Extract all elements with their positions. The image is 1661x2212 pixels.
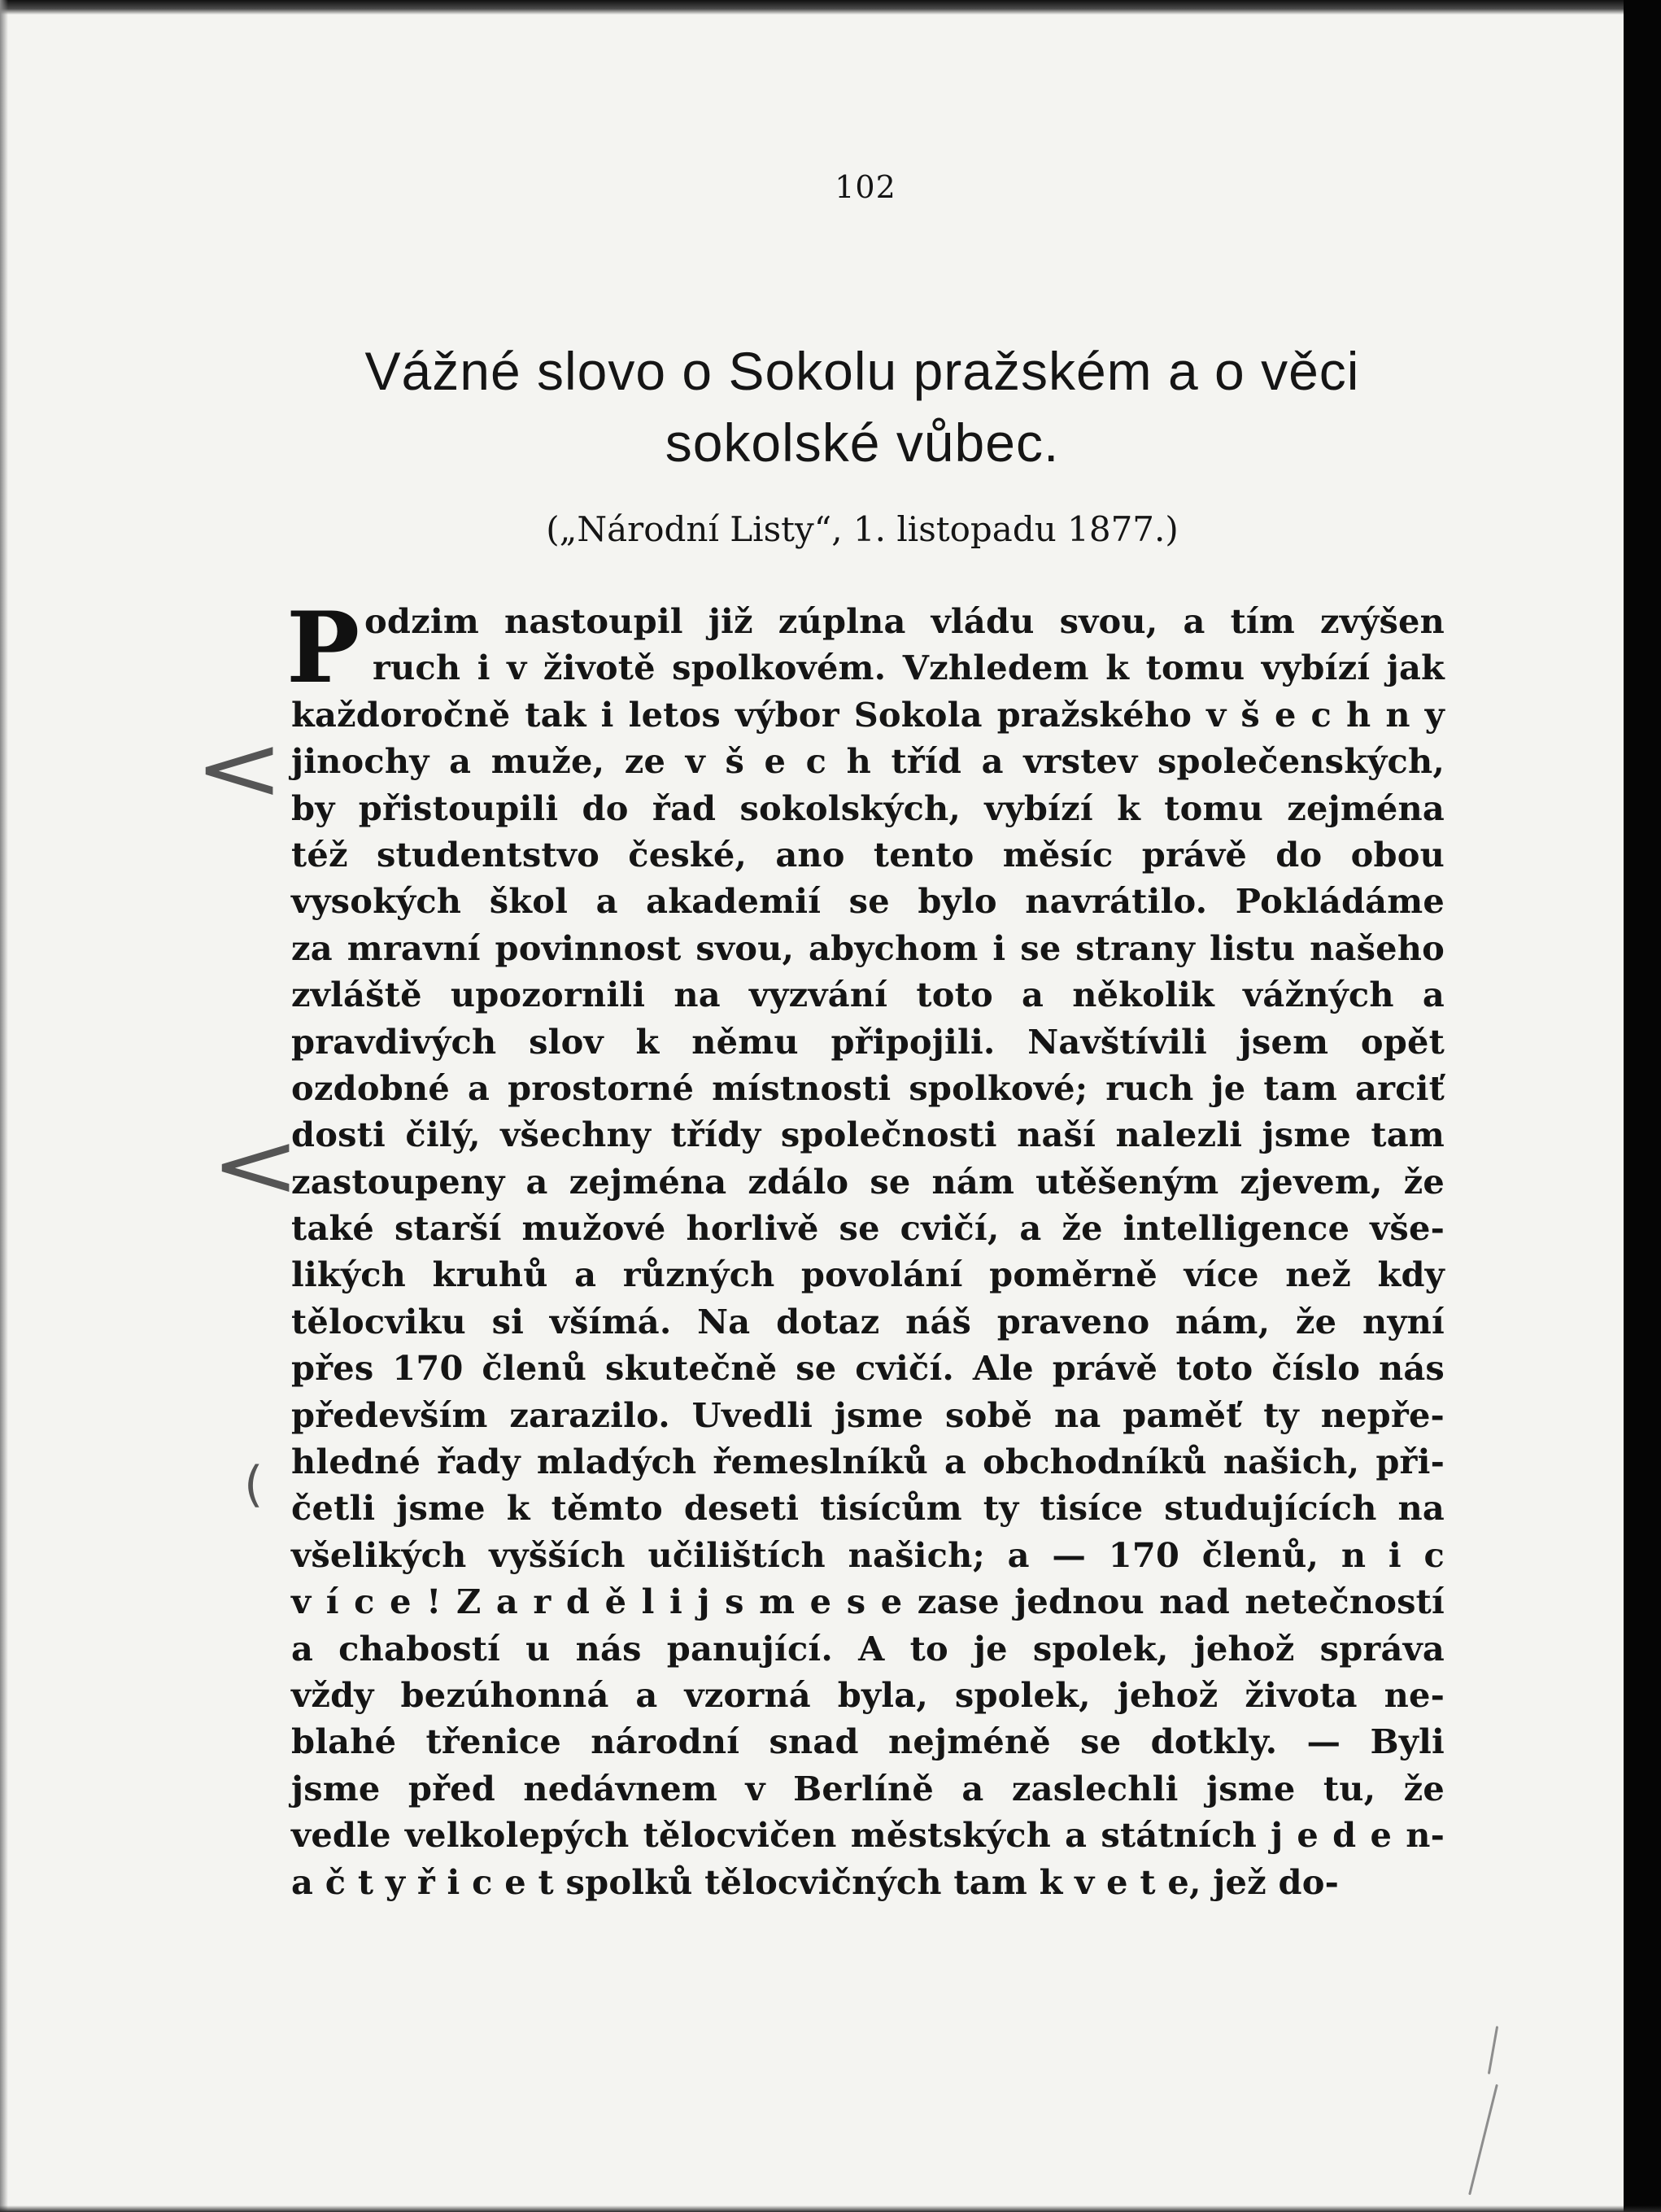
body-line: četli jsme k těmto deseti tisícům ty tisíce studujících na [291,1488,1445,1529]
body-line: blahé třenice národní snad nejméně se dotkly. — Byli [291,1721,1445,1762]
page-edge-left [0,0,8,2212]
margin-pencil-mark-icon: < [210,1113,301,1217]
page-edge-top [0,0,1661,15]
scratch-mark [1468,2084,1498,2196]
body-line: jinochy a muže, ze v š e c h tříd a vrstev společenských, [291,741,1445,782]
article-source: („Národní Listy“, 1. listopadu 1877.) [546,509,1179,549]
body-line: by přistoupili do řad sokolských, vybízí k tomu zejména [291,788,1445,828]
body-line: tělocviku si všímá. Na dotaz náš praveno nám, že nyní [291,1301,1445,1342]
page-edge-bottom [0,2205,1661,2212]
margin-pencil-mark-icon: < [194,716,285,820]
body-line: v í c e ! Z a r d ě l i j s m e s e zase jednou nad netečností [291,1582,1445,1622]
body-line: každoročně tak i letos výbor Sokola pražského v š e c h n y [291,694,1445,735]
body-line: zastoupeny a zejména zdálo se nám utěšeným zjevem, že [291,1161,1445,1202]
drop-initial: P [286,591,360,705]
body-line: vysokých škol a akademií se bylo navrátilo. Pokládáme [291,881,1445,922]
page-number: 102 [835,169,896,205]
body-line: a č t y ř i c e t spolků tělocvičných tam k v e t e, jež do- [291,1861,1340,1902]
article-body [286,591,1445,1905]
body-line: vedle velkolepých tělocvičen městských a státních j e d e n- [291,1815,1445,1856]
body-line: hledné řady mladých řemeslníků a obchodníků našich, při- [291,1442,1445,1482]
article-title [277,335,1448,478]
scratch-mark [1488,2026,1498,2075]
body-line: také starší mužové horlivě se cvičí, a že intelligence vše- [291,1208,1445,1249]
body-line: dosti čilý, všechny třídy společnosti naší nalezli jsme tam [291,1115,1445,1155]
body-line: všelikých vyšších učilištích našich; a — 170 členů, n i c [291,1534,1445,1575]
body-line: jsme před nedávnem v Berlíně a zaslechli jsme tu, že [291,1768,1445,1808]
body-line: vždy bezúhonná a vzorná byla, spolek, jehož života ne- [291,1674,1445,1715]
body-line: likých kruhů a různých povolání poměrně více než kdy [291,1254,1445,1295]
body-line: ozdobné a prostorné místnosti spolkové; ruch je tam arciť [291,1067,1445,1108]
body-line: ruch i v životě spolkovém. Vzhledem k tomu vybízí jak [373,648,1445,688]
body-line: pravdivých slov k němu připojili. Navštívili jsem opět [291,1021,1445,1062]
body-line: především zarazilo. Uvedli jsme sobě na paměť ty nepře- [291,1394,1445,1435]
page-edge-right [1624,0,1661,2212]
title-line-1: Vážné slovo o Sokolu pražském a o věci [364,341,1360,401]
body-line: a chabostí u nás panující. A to je spolek, jehož správa [291,1628,1445,1669]
body-line: přes 170 členů skutečně se cvičí. Ale právě toto číslo nás [291,1348,1445,1389]
body-line: za mravní povinnost svou, abychom i se strany listu našeho [291,927,1445,968]
body-line: odzim nastoupil již zúplna vládu svou, a tím zvýšen [364,601,1445,641]
margin-pencil-mark-icon: ( [244,1456,264,1513]
title-line-2: sokolské vůbec. [665,412,1060,473]
body-line: též studentstvo české, ano tento měsíc právě do obou [291,834,1445,875]
body-line: zvláště upozornili na vyzvání toto a několik vážných a [291,975,1445,1015]
